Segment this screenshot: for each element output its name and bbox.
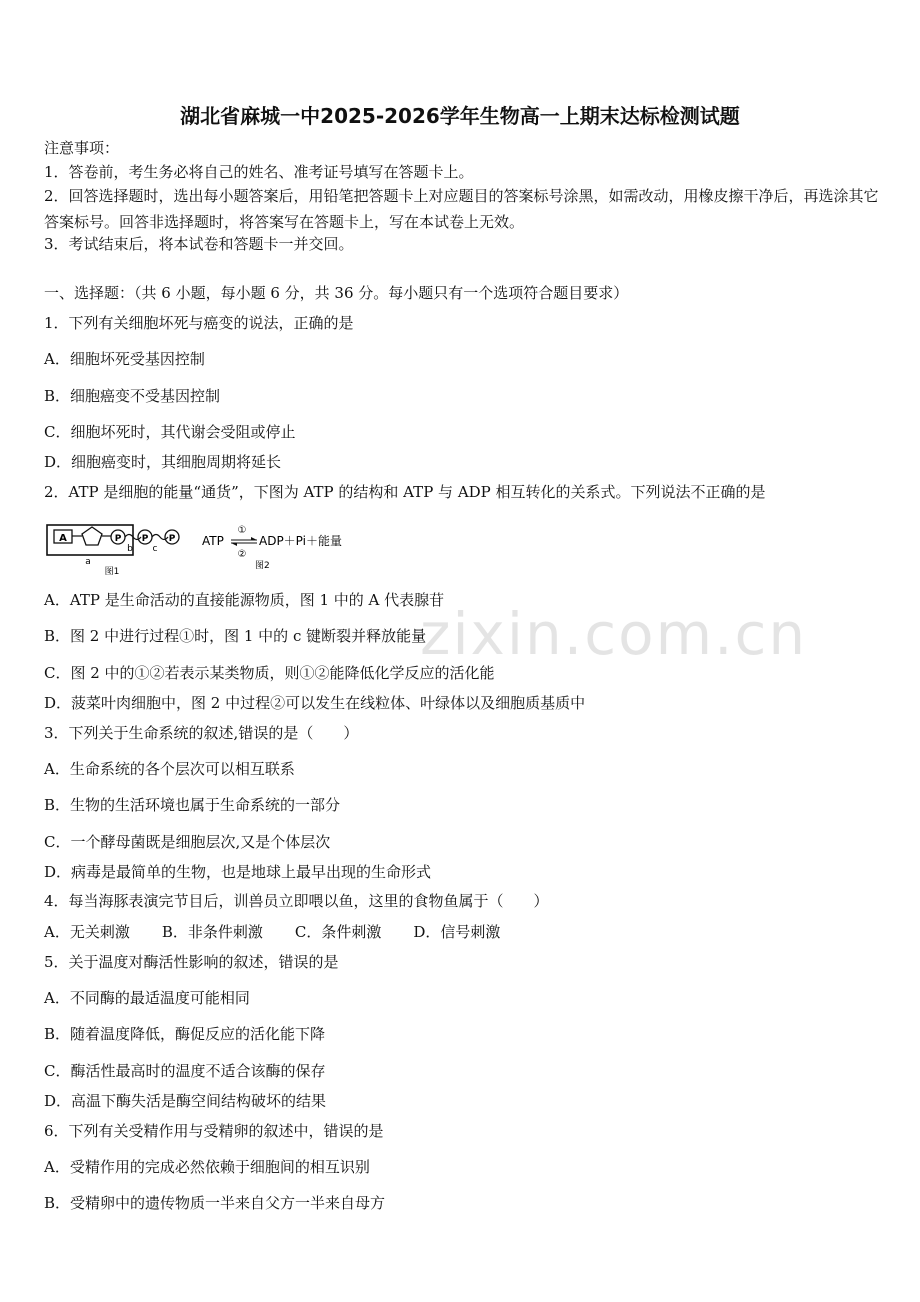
- question-3-option-a: A．生命系统的各个层次可以相互联系: [44, 760, 295, 778]
- question-6-option-b: B．受精卵中的遗传物质一半来自父方一半来自母方: [44, 1194, 386, 1212]
- figure-2-reaction: [202, 525, 342, 571]
- question-4-option-d: D．信号刺激: [413, 923, 501, 941]
- question-5-stem: 5．关于温度对酶活性影响的叙述，错误的是: [44, 953, 339, 971]
- bond-a-label: a: [85, 557, 91, 567]
- question-2-option-c: C．图 2 中的①②若表示某类物质，则①②能降低化学反应的活化能: [44, 664, 495, 682]
- question-1-option-c: C．细胞坏死时，其代谢会受阻或停止: [44, 423, 296, 441]
- ribose-pentagon: [82, 527, 102, 545]
- notice-item-3: 3．考试结束后，将本试卷和答题卡一并交回。: [44, 235, 354, 253]
- atp-figure: [44, 516, 364, 578]
- question-1-option-d: D．细胞癌变时，其细胞周期将延长: [44, 453, 282, 471]
- question-2-stem: 2．ATP 是细胞的能量“通货”，下图为 ATP 的结构和 ATP 与 ADP 相互转化的关系式。下列说法不正确的是: [44, 483, 766, 501]
- question-4-option-a: A．无关刺激: [44, 923, 130, 941]
- question-3-option-d: D．病毒是最简单的生物，也是地球上最早出现的生命形式: [44, 863, 432, 881]
- phosphate-1-label: P: [114, 534, 122, 544]
- question-2-option-d: D．菠菜叶肉细胞中，图 2 中过程②可以发生在线粒体、叶绿体以及细胞质基质中: [44, 694, 586, 712]
- page-title: 湖北省麻城一中2025-2026学年生物高一上期末达标检测试题: [180, 104, 740, 128]
- bond-c-label: c: [152, 544, 158, 554]
- question-4-option-b: B．非条件刺激: [161, 923, 263, 941]
- question-2-option-a: A．ATP 是生命活动的直接能源物质，图 1 中的 A 代表腺苷: [44, 591, 445, 609]
- reaction-products: ADP＋Pi＋能量: [259, 534, 342, 548]
- question-4-option-c: C．条件刺激: [294, 923, 382, 941]
- question-4-options: [44, 922, 500, 942]
- reaction-atp: ATP: [202, 534, 224, 548]
- question-3-option-c: C．一个酵母菌既是细胞层次,又是个体层次: [44, 833, 331, 851]
- notice-item-1: 1．答卷前，考生务必将自己的姓名、准考证号填写在答题卡上。: [44, 163, 474, 181]
- figure-2-label: 图2: [255, 561, 270, 571]
- notice-item-2: 2．回答选择题时，选出每小题答案后，用铅笔把答题卡上对应题目的答案标号涂黑，如需改动，用橡皮擦干净后，再选涂其它答案标号。回答非选择题时，将答案写在答题卡上，写在本试卷上无效。: [44, 187, 879, 231]
- bond-b-label: b: [127, 544, 133, 554]
- question-1-option-b: B．细胞癌变不受基因控制: [44, 387, 221, 405]
- section-heading: 一、选择题：（共 6 小题，每小题 6 分，共 36 分。每小题只有一个选项符合题目要求）: [44, 284, 629, 302]
- figure-1-atp-structure: [47, 525, 179, 577]
- watermark: zixin.com.cn: [420, 600, 808, 668]
- adenine-letter: A: [59, 533, 67, 544]
- question-5-option-a: A．不同酶的最适温度可能相同: [44, 989, 250, 1007]
- reaction-arrow-top: ①: [237, 525, 247, 536]
- phosphate-3-label: P: [168, 534, 176, 544]
- question-6-option-a: A．受精作用的完成必然依赖于细胞间的相互识别: [44, 1158, 370, 1176]
- question-5-option-b: B．随着温度降低，酶促反应的活化能下降: [44, 1025, 326, 1043]
- question-3-stem: 3．下列关于生命系统的叙述,错误的是（ ）: [44, 724, 359, 742]
- phosphate-2-label: P: [141, 534, 149, 544]
- question-3-option-b: B．生物的生活环境也属于生命系统的一部分: [44, 796, 341, 814]
- figure-1-label: 图1: [104, 567, 120, 577]
- question-5-option-d: D．高温下酶失活是酶空间结构破坏的结果: [44, 1092, 327, 1110]
- notice-heading: 注意事项：: [44, 139, 120, 157]
- question-1-stem: 1．下列有关细胞坏死与癌变的说法，正确的是: [44, 314, 354, 332]
- question-6-stem: 6．下列有关受精作用与受精卵的叙述中，错误的是: [44, 1122, 384, 1140]
- reaction-arrow-bottom: ②: [237, 549, 247, 560]
- question-5-option-c: C．酶活性最高时的温度不适合该酶的保存: [44, 1062, 326, 1080]
- question-4-stem: 4．每当海豚表演完节目后，训兽员立即喂以鱼，这里的食物鱼属于（ ）: [44, 892, 549, 910]
- question-2-option-b: B．图 2 中进行过程①时，图 1 中的 c 键断裂并释放能量: [44, 627, 427, 645]
- question-1-option-a: A．细胞坏死受基因控制: [44, 350, 205, 368]
